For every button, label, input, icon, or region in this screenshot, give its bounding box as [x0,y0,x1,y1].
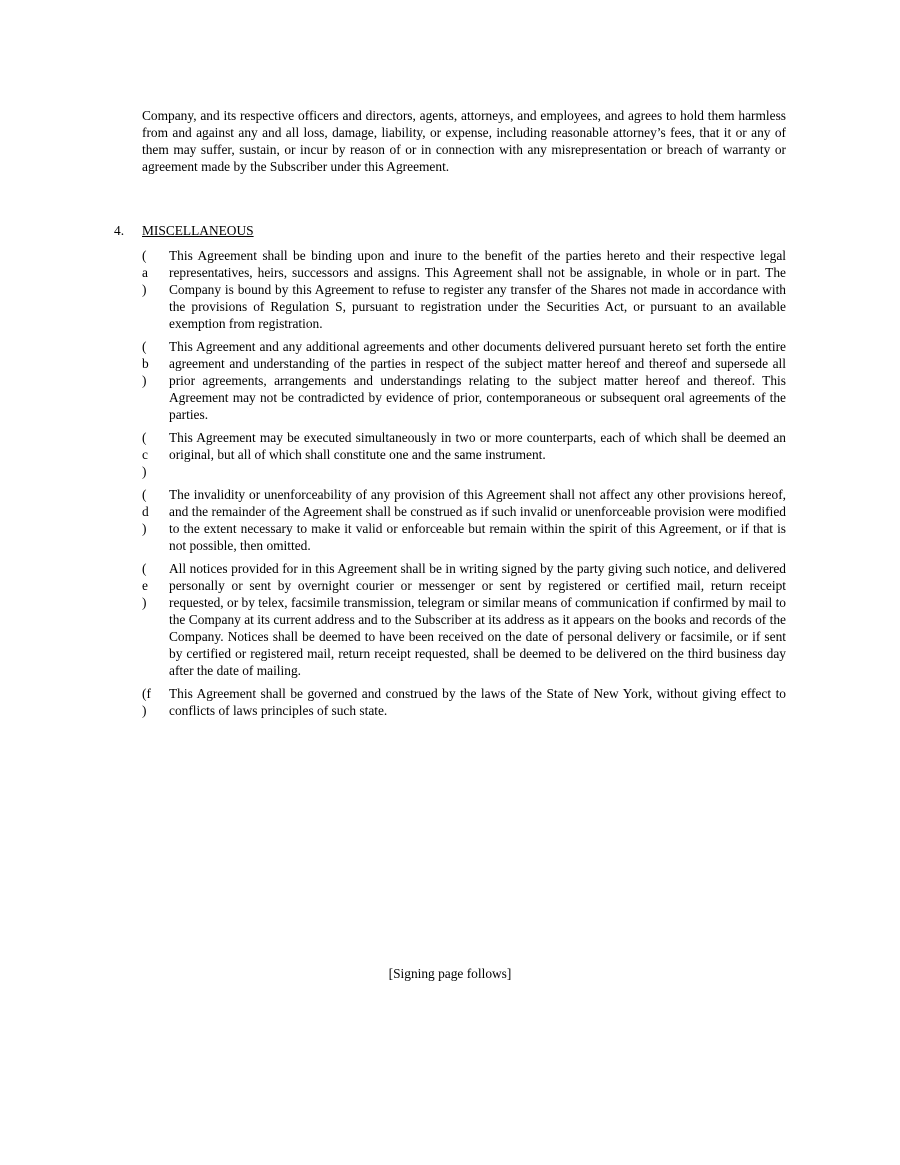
list-item-label: (d) [142,487,149,536]
list-item-b [142,338,786,423]
list-item-a [142,247,786,332]
list-item-text: This Agreement shall be binding upon and inure to the benefit of the parties hereto and their respective legal representatives, heirs, successors and assigns. This Agreement shall not be assignable, in whole or in part. The Company is bound by this Agreement to refuse to register any transfer of the Shares not made in accordance with the provisions of Regulation S, pursuant to registration under the Securities Act, or pursuant to an available exemption from registration. [169,248,786,331]
list-item-d [142,486,786,554]
list-item-label: (f) [142,686,151,718]
section-number: 4. [114,223,125,238]
signing-page-note: [Signing page follows] [388,966,512,981]
list-item-label: (b) [142,339,149,388]
list-item-text: This Agreement and any additional agreements and other documents delivered pursuant hereto set forth the entire agreement and understanding of the parties in respect of the subject matter hereof and thereof and supersede all prior agreements, arrangements and understandings relating to the subject matter hereof and thereof. This Agreement may not be contradicted by evidence of prior, contemporaneous or subsequent oral agreements of the parties. [169,339,786,422]
intro-paragraph: Company, and its respective officers and directors, agents, attorneys, and employees, and agrees to hold them harmless from and against any and all loss, damage, liability, or expense, including reasonable attorney’s fees, that it or any of them may suffer, sustain, or incur by reason of or in connection with any misrepresentation or breach of warranty or agreement made by the Subscriber under this Agreement. [142,108,786,174]
list-item-text: This Agreement shall be governed and construed by the laws of the State of New York, without giving effect to conflicts of laws principles of such state. [169,686,786,718]
list-item-text: The invalidity or unenforceability of any provision of this Agreement shall not affect any other provisions hereof, and the remainder of the Agreement shall be construed as if such invalid or unenforceable provision were modified to the extent necessary to make it valid or enforceable but remain within the spirit of this Agreement, or if that is not possible, then omitted. [169,487,786,553]
section-items [142,247,786,725]
section-heading [114,222,254,239]
list-item-e [142,560,786,679]
section-title: MISCELLANEOUS [142,223,254,238]
list-item-c [142,429,786,480]
list-item-f [142,685,786,719]
list-item-text: This Agreement may be executed simultaneously in two or more counterparts, each of which shall be deemed an original, but all of which shall constitute one and the same instrument. [169,430,786,462]
list-item-text: All notices provided for in this Agreement shall be in writing signed by the party giving such notice, and delivered personally or sent by overnight courier or messenger or sent by registered or certified mail, return receipt requested, or by telex, facsimile transmission, telegram or similar means of communication if confirmed by mail to the Company at its current address and to the Subscriber at its address as it appears on the books and records of the Company. Notices shall be deemed to have been received on the date of personal delivery or facsimile, or if sent by certified or registered mail, return receipt requested, shall be deemed to be delivered on the third business day after the date of mailing. [169,561,786,678]
list-item-label: (e) [142,561,148,610]
list-item-label: (c) [142,430,148,479]
list-item-label: (a) [142,248,148,297]
